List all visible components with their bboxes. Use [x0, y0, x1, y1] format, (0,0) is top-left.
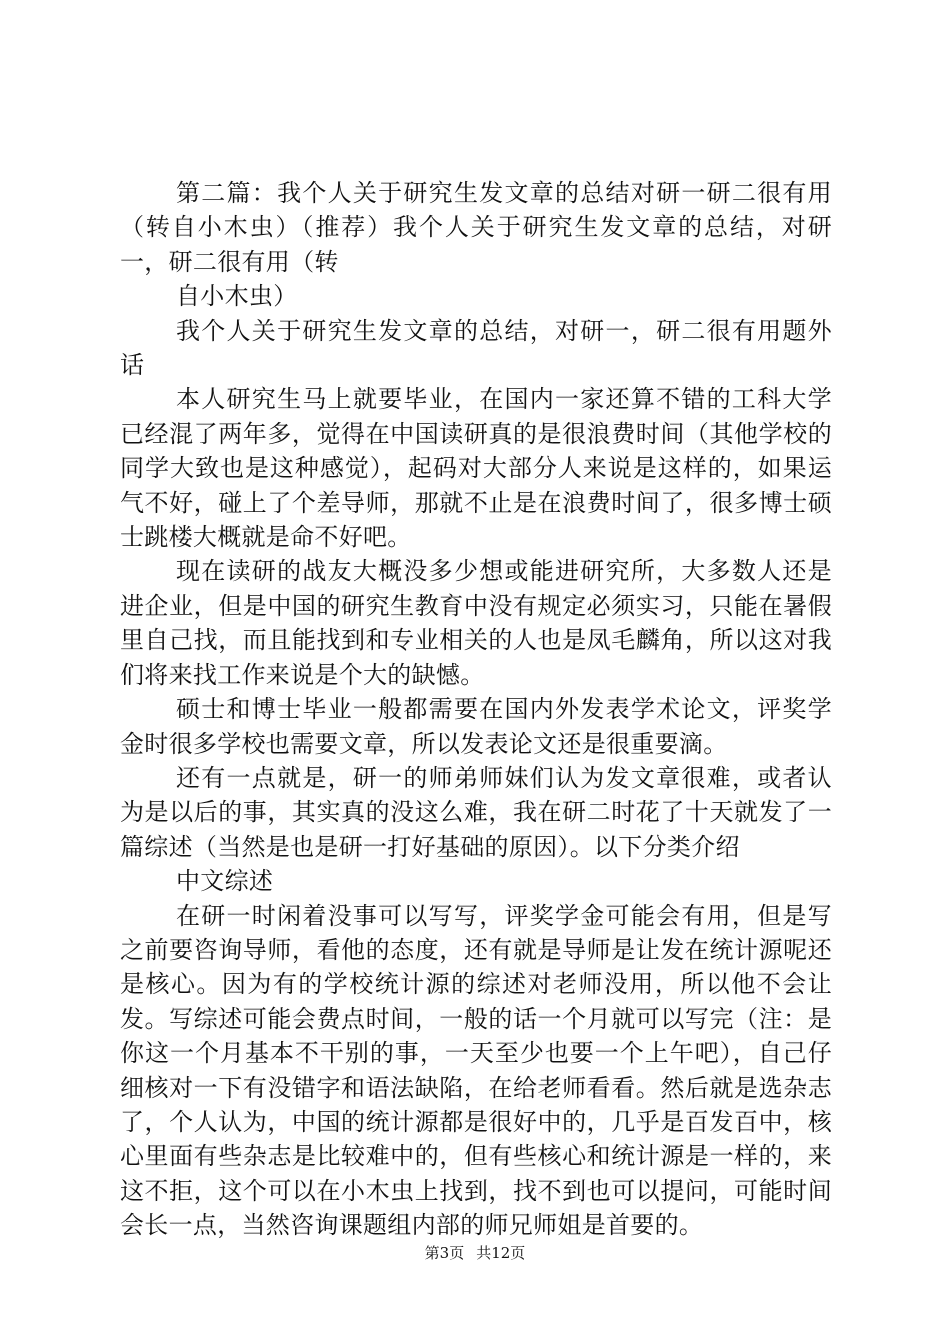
body-paragraph: 在研一时闲着没事可以写写，评奖学金可能会有用，但是写之前要咨询导师，看他的态度，还有就是导师是让发在统计源呢还是核心。因为有的学校统计源的综述对老师没用，所以他不会让发。写综述可能会费点时间，一般的话一个月就可以写完（注：是你这一个月基本不干别的事，一天至少也要一个上午吧），自己仔细核对一下有没错字和语法缺陷，在给老师看看。然后就是选杂志了，个人认为，中国的统计源都是很好中的，几乎是百发百中，核心里面有些杂志是比较难中的，但有些核心和统计源是一样的，来这不拒，这个可以在小木虫上找到，找不到也可以提问，可能时间会长一点，当然咨询课题组内部的师兄师姐是首要的。 — [120, 901, 832, 1240]
foreword-heading-paragraph: 我个人关于研究生发文章的总结，对研一，研二很有用题外话 — [120, 316, 832, 380]
page-footer — [0, 1243, 950, 1263]
body-paragraph: 还有一点就是，研一的师弟师妹们认为发文章很难，或者认为是以后的事，其实真的没这么难，我在研二时花了十天就发了一篇综述（当然是也是研一打好基础的原因）。以下分类介绍 — [120, 763, 832, 861]
article-title-paragraph: 第二篇：我个人关于研究生发文章的总结对研一研二很有用（转自小木虫）（推荐）我个人关于研究生发文章的总结，对研一，研二很有用（转 — [120, 179, 832, 276]
title-continuation-paragraph: 自小木虫） — [176, 282, 298, 311]
document-body — [120, 176, 832, 1243]
body-paragraph: 本人研究生马上就要毕业，在国内一家还算不错的工科大学已经混了两年多，觉得在中国读研真的是很浪费时间（其他学校的同学大致也是这种感觉），起码对大部分人来说是这样的，如果运气不好，碰上了个差导师，那就不止是在浪费时间了，很多博士硕士跳楼大概就是命不好吧。 — [120, 385, 832, 552]
section-heading-chinese-review: 中文综述 — [176, 867, 274, 896]
page-number: 第3页 — [424, 1244, 465, 1262]
page-total: 共12页 — [476, 1244, 526, 1262]
body-paragraph: 现在读研的战友大概没多少想或能进研究所，大多数人还是进企业，但是中国的研究生教育中没有规定必须实习，只能在暑假里自己找，而且能找到和专业相关的人也是凤毛麟角，所以这对我们将来找工作来说是个大的缺憾。 — [120, 557, 832, 689]
body-paragraph: 硕士和博士毕业一般都需要在国内外发表学术论文，评奖学金时很多学校也需要文章，所以发表论文还是很重要滴。 — [120, 695, 832, 758]
